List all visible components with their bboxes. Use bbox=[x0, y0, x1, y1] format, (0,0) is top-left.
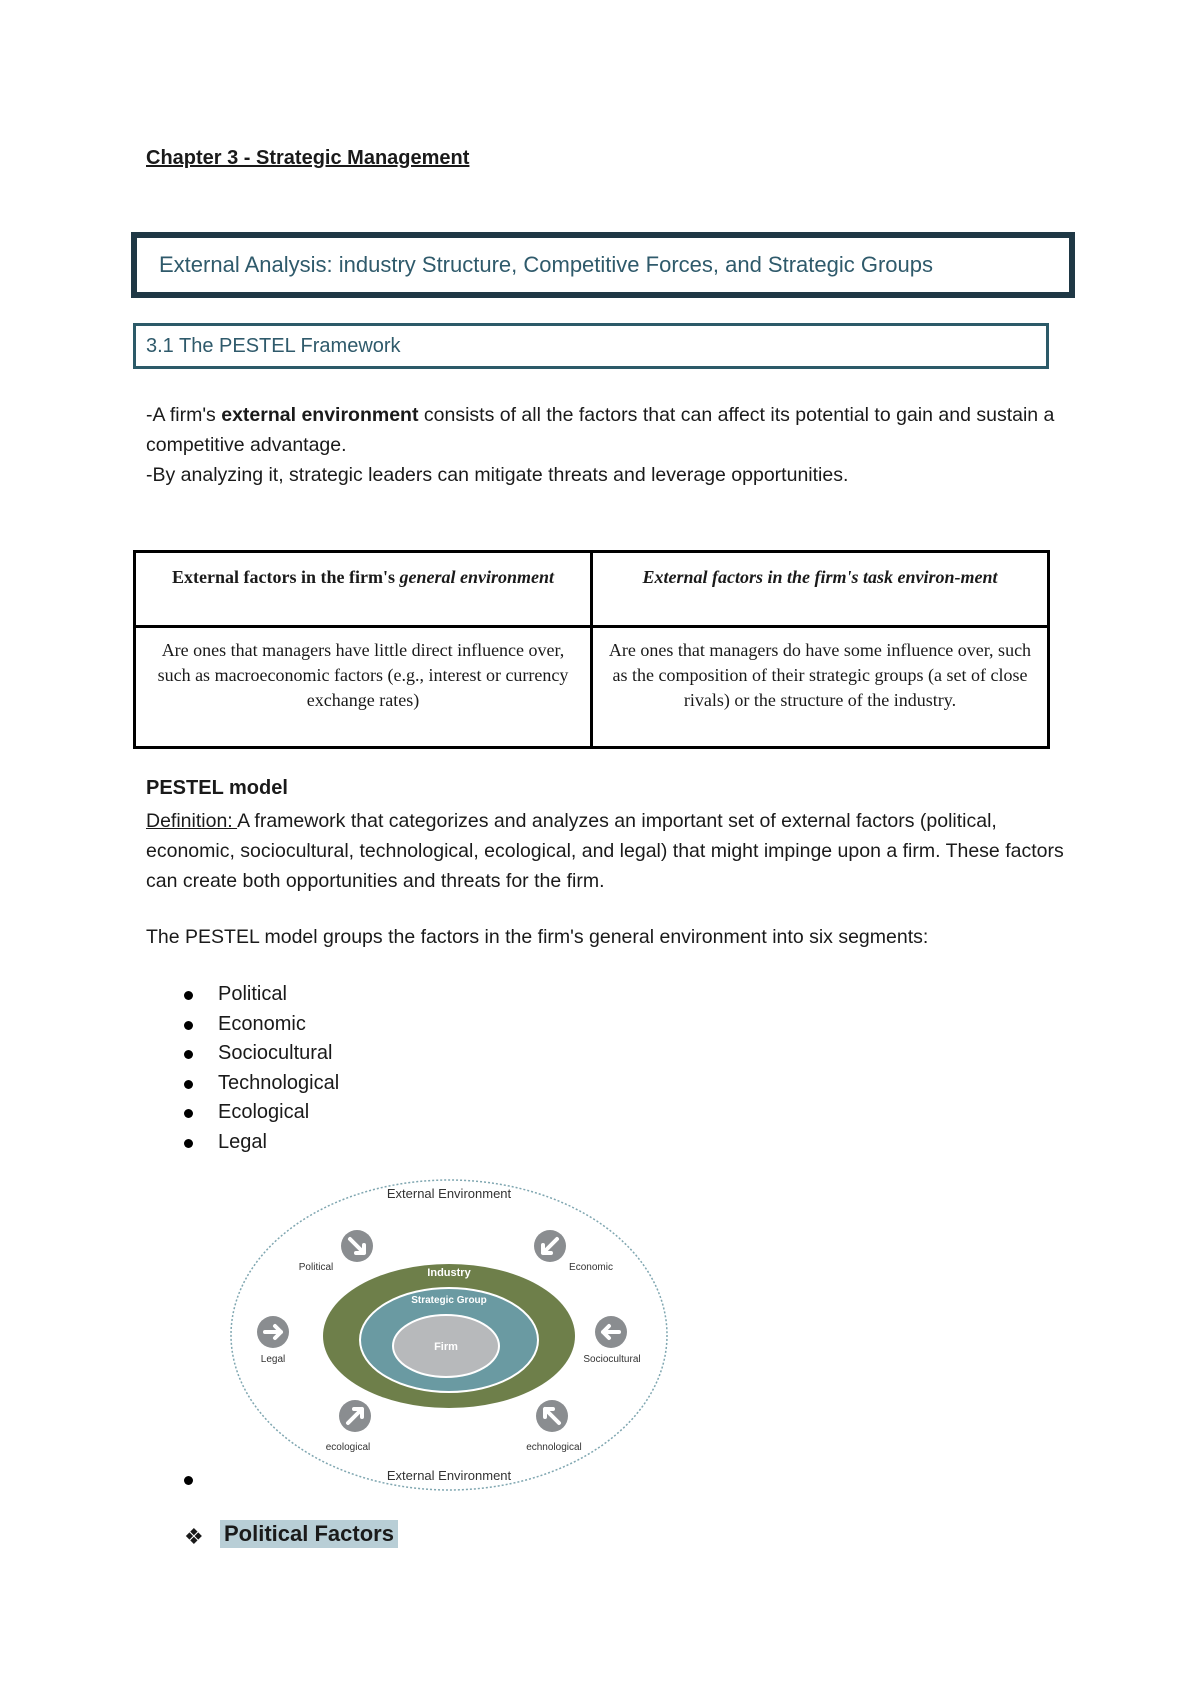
economic-arrow-icon bbox=[534, 1230, 566, 1262]
table-header-row bbox=[135, 552, 1049, 627]
table-cell-task: Are ones that managers do have some influence over, such as the composition of their strategic groups (a set of close rivals) or the structure of the industry. bbox=[592, 627, 1049, 748]
intro-line1-suffix: consists of all the factors that can affect its potential to gain and sustain a competitive advantage. bbox=[146, 404, 1055, 456]
economic-label: Economic bbox=[569, 1262, 613, 1273]
section-heading-box bbox=[133, 323, 1049, 369]
list-item: Technological bbox=[180, 1069, 339, 1099]
outer-top-label: External Environment bbox=[386, 1186, 512, 1201]
list-item: Economic bbox=[180, 1010, 339, 1040]
industry-label: Industry bbox=[427, 1267, 471, 1279]
list-item: Sociocultural bbox=[180, 1039, 339, 1069]
section-heading: 3.1 The PESTEL Framework bbox=[146, 334, 401, 357]
ecological-label: ecological bbox=[325, 1442, 371, 1453]
table-header-task: External factors in the firm's task environ-ment bbox=[592, 552, 1049, 627]
strategic-group-label: Strategic Group bbox=[411, 1295, 487, 1306]
table-cell-general: Are ones that managers have little direct influence over, such as macroeconomic factors (e.g., interest or currency exchange rates) bbox=[135, 627, 592, 748]
intro-line1-prefix: -A firm's bbox=[146, 404, 222, 426]
ecological-arrow-icon bbox=[339, 1400, 371, 1432]
technological-label: echnological bbox=[526, 1442, 582, 1453]
empty-bullet bbox=[184, 1476, 193, 1485]
sociocultural-label: Sociocultural bbox=[583, 1354, 641, 1365]
sociocultural-arrow-icon bbox=[595, 1316, 627, 1348]
header-general-b: general environment bbox=[399, 567, 554, 587]
table-header-general bbox=[135, 552, 592, 627]
factors-table bbox=[133, 550, 1050, 749]
list-item: Political bbox=[180, 980, 339, 1010]
intro-paragraph bbox=[146, 400, 1066, 490]
legal-label: Legal bbox=[260, 1354, 286, 1365]
political-arrow-icon bbox=[341, 1230, 373, 1262]
segments-list bbox=[180, 980, 339, 1157]
chapter-banner bbox=[131, 232, 1075, 298]
definition-paragraph bbox=[146, 806, 1066, 896]
definition-text: A framework that categorizes and analyzes an important set of external factors (political, economic, sociocultural, technological, ecological, and legal) that might impinge upon a firm. These factors can create both opportunities and threats for the firm. bbox=[146, 810, 1064, 892]
pestel-diagram bbox=[224, 1170, 674, 1500]
chapter-title: Chapter 3 - Strategic Management bbox=[146, 147, 470, 169]
definition-label: Definition: bbox=[146, 810, 238, 832]
groups-paragraph: The PESTEL model groups the factors in the firm's general environment into six segments: bbox=[146, 926, 929, 948]
legal-arrow-icon bbox=[257, 1316, 289, 1348]
pestel-heading: PESTEL model bbox=[146, 777, 288, 799]
list-item: Ecological bbox=[180, 1098, 339, 1128]
technological-arrow-icon bbox=[536, 1400, 568, 1432]
intro-line2: -By analyzing it, strategic leaders can mitigate threats and leverage opportunities. bbox=[146, 464, 849, 486]
diamond-bullet-icon: ❖ bbox=[184, 1524, 204, 1549]
political-label: Political bbox=[298, 1262, 334, 1273]
header-general-a: External factors in the firm's bbox=[172, 567, 400, 587]
outer-bottom-label: External Environment bbox=[386, 1468, 512, 1483]
firm-label: Firm bbox=[434, 1341, 458, 1353]
political-factors-heading: Political Factors bbox=[220, 1520, 398, 1548]
intro-line1-bold: external environment bbox=[221, 404, 419, 426]
list-item: Legal bbox=[180, 1128, 339, 1158]
table-row bbox=[135, 627, 1049, 748]
banner-text: External Analysis: industry Structure, Competitive Forces, and Strategic Groups bbox=[159, 252, 933, 277]
